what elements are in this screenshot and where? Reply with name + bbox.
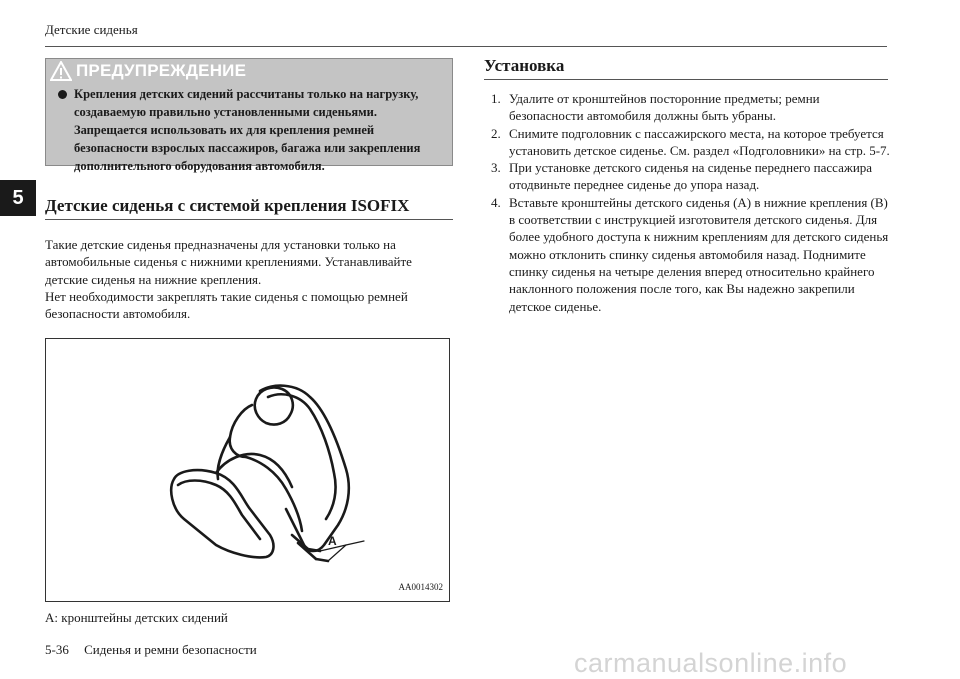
installation-steps <box>491 90 891 315</box>
watermark: carmanualsonline.info <box>574 648 848 678</box>
page-footer <box>45 642 257 658</box>
child-seat-illustration <box>46 339 449 601</box>
step-text: Снимите подголовник с пассажирского места, на которое требуется установить детское сиденье. См. раздел «Подголовники» на стр. 5-7. <box>509 125 890 158</box>
isofix-title: Детские сиденья с системой крепления ISOFIX <box>45 196 410 215</box>
page-number: 5-36 <box>45 642 69 657</box>
isofix-paragraph-2: Нет необходимости закреплять такие сиденья с помощью ремней безопасности автомобиля. <box>45 289 408 322</box>
footer-section: Сиденья и ремни безопасности <box>84 642 257 657</box>
step-item <box>491 125 891 160</box>
step-item <box>491 90 891 125</box>
installation-title-rule <box>484 79 888 80</box>
step-number: 4. <box>491 194 501 210</box>
warning-heading <box>50 61 246 81</box>
figure-code: AA0014302 <box>398 582 443 592</box>
warning-item <box>58 85 450 175</box>
step-number: 3. <box>491 160 501 176</box>
header-rule <box>45 46 887 47</box>
child-seat-figure <box>45 338 450 602</box>
isofix-title-rule <box>45 219 453 220</box>
step-number: 1. <box>491 91 501 106</box>
figure-caption: A: кронштейны детских сидений <box>45 610 228 625</box>
installation-title: Установка <box>484 56 565 75</box>
step-text: При установке детского сиденья на сиденье переднего пассажира отодвиньте переднее сиденье до упора назад. <box>509 160 873 193</box>
figure-callout-label: A <box>328 534 337 548</box>
step-item <box>491 194 891 315</box>
bullet-icon <box>58 90 67 99</box>
warning-heading-text: ПРЕДУПРЕЖДЕНИЕ <box>76 61 247 80</box>
step-item <box>491 159 891 194</box>
warning-text: Крепления детских сидений рассчитаны только на нагрузку, создаваемую правильно установленными сиденьями. Запрещается использовать их для крепления ремней безопасности взрослых пассажиров, багажа или закрепления дополнительного оборудования автомобиля. <box>74 87 421 173</box>
isofix-paragraph-1: Такие детские сиденья предназначены для установки только на автомобильные сиденья с нижними креплениями. Устанавливайте детские сиденья на нижние крепления. <box>45 237 412 287</box>
step-number: 2. <box>491 125 501 141</box>
step-text: Удалите от кронштейнов посторонние предметы; ремни безопасности автомобиля должны быть убраны. <box>509 91 820 124</box>
step-text: Вставьте кронштейны детского сиденья (A) в нижние крепления (B) в соответствии с инструкцией изготовителя детского сиденья. Для более удобного доступа к нижним креплениям для детского сиденья можно отклонить спинку сиденья автомобиля назад. Поднимите спинку сиденья на четыре деления вперед относительно крайнего наклонного положения после того, как Вы надежно закрепили детское сиденье. <box>509 194 889 314</box>
chapter-tab: 5 <box>0 180 36 216</box>
warning-box <box>45 58 453 173</box>
warning-triangle-icon <box>50 61 72 81</box>
running-header: Детские сиденья <box>45 22 138 37</box>
